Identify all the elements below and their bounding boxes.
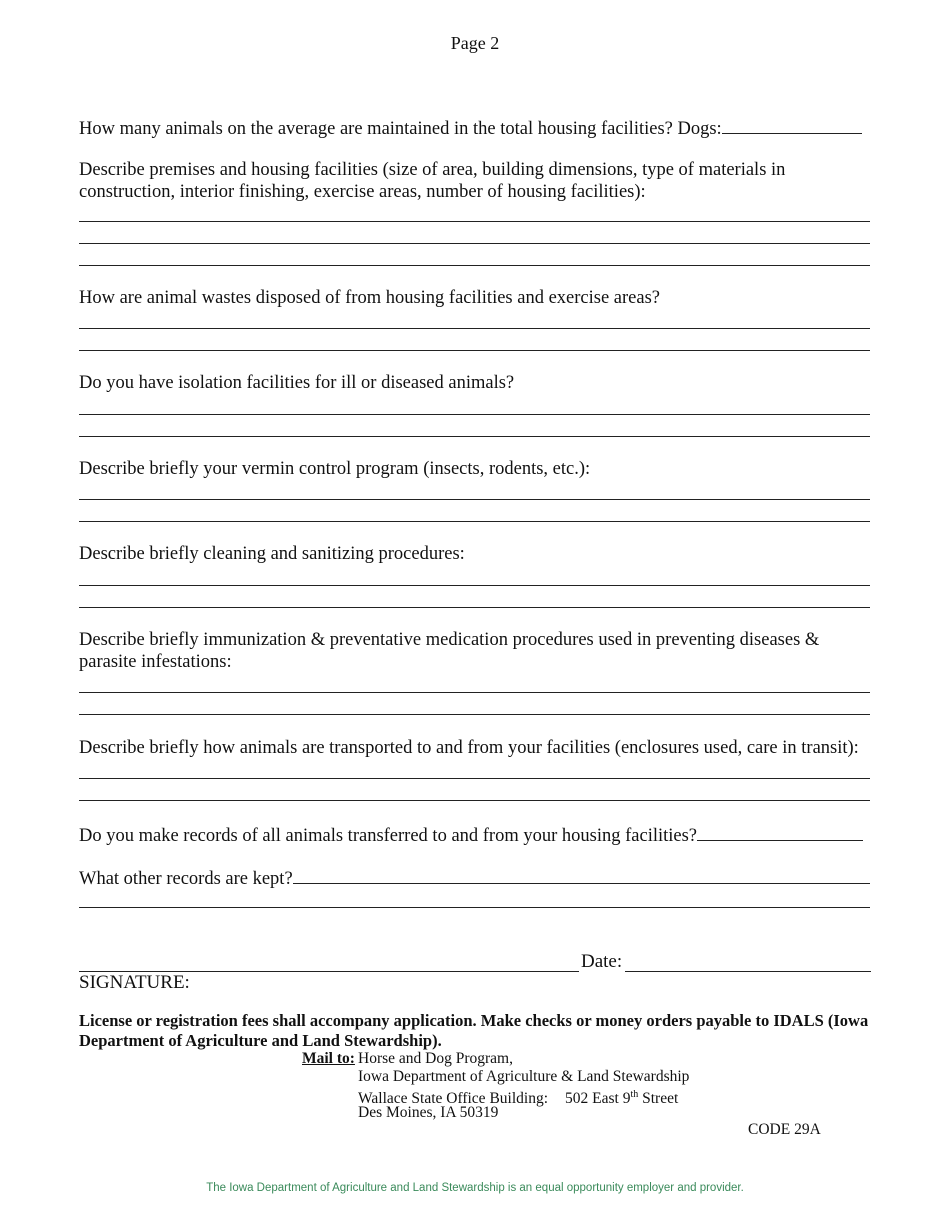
transfer-records-field[interactable] [697,823,863,841]
answer-line-transport-1[interactable] [79,778,870,779]
question-wastes: How are animal wastes disposed of from housing facilities and exercise areas? [79,288,661,308]
answer-line-isolation-2[interactable] [79,436,870,437]
question-other-records-label: What other records are kept? [79,869,293,889]
date-label: Date: [581,951,623,972]
answer-line-immunization-1[interactable] [79,692,870,693]
question-animal-count-label: How many animals on the average are maintained in the total housing facilities? Dogs: [79,119,722,139]
answer-line-premises-3[interactable] [79,265,870,266]
mailing-street-suffix: th [630,1089,639,1100]
dogs-count-field[interactable] [722,116,862,134]
question-transfer-records [79,823,863,847]
answer-line-other-records-2[interactable] [79,907,870,908]
answer-line-vermin-1[interactable] [79,499,870,500]
mailing-line-4: Des Moines, IA 50319 [358,1104,499,1121]
question-animal-count [79,116,862,140]
mail-to-label: Mail to: [302,1050,355,1067]
mailing-line-1: Horse and Dog Program, [358,1050,513,1067]
question-isolation: Do you have isolation facilities for ill or diseased animals? [79,373,515,393]
form-code: CODE 29A [748,1121,821,1138]
mailing-street-name: Street [638,1090,679,1108]
answer-line-immunization-2[interactable] [79,714,870,715]
answer-line-premises-2[interactable] [79,243,870,244]
question-vermin: Describe briefly your vermin control program (insects, rodents, etc.): [79,459,591,479]
date-line[interactable] [625,971,871,972]
question-premises: Describe premises and housing facilities (size of area, building dimensions, type of materials in construction, interior finishing, exercise areas, number of housing facilities): [79,160,786,202]
other-records-field[interactable] [293,866,870,884]
question-cleaning: Describe briefly cleaning and sanitizing procedures: [79,544,465,564]
footer-disclaimer: The Iowa Department of Agriculture and Land Stewardship is an equal opportunity employer and provider. [206,1182,744,1194]
answer-line-cleaning-2[interactable] [79,607,870,608]
mailing-street-number: 502 East 9 [565,1090,631,1108]
answer-line-isolation-1[interactable] [79,414,870,415]
question-immunization: Describe briefly immunization & preventative medication procedures used in preventing diseases & parasite infestations: [79,630,820,672]
answer-line-transport-2[interactable] [79,800,870,801]
answer-line-premises-1[interactable] [79,221,870,222]
question-transfer-records-label: Do you make records of all animals transferred to and from your housing facilities? [79,826,698,846]
answer-line-wastes-1[interactable] [79,328,870,329]
question-other-records [79,866,870,890]
mailing-line-2: Iowa Department of Agriculture & Land Stewardship [358,1068,690,1085]
fees-notice: License or registration fees shall accompany application. Make checks or money orders payable to IDALS (Iowa Department of Agriculture and Land Stewardship). [79,1011,869,1050]
page-number: Page 2 [450,33,500,53]
answer-line-cleaning-1[interactable] [79,585,870,586]
question-transport: Describe briefly how animals are transported to and from your facilities (enclosures used, care in transit): [79,738,859,758]
signature-label: SIGNATURE: [79,972,190,993]
mailing-building: Wallace State Office Building: [358,1090,549,1108]
answer-line-wastes-2[interactable] [79,350,870,351]
answer-line-vermin-2[interactable] [79,521,870,522]
